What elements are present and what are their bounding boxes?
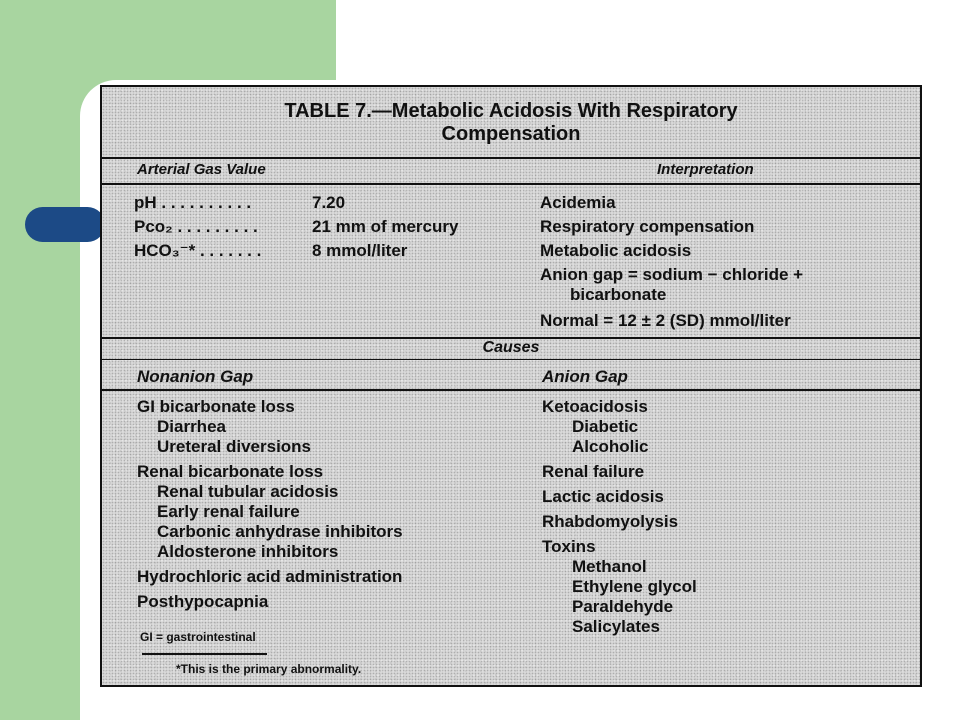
interpretation-acidemia: Acidemia	[540, 193, 616, 212]
nonanion-causes-list	[137, 397, 403, 612]
gas-label-pco2: Pco₂ . . . . . . . . .	[134, 217, 258, 236]
list-item: Toxins	[542, 537, 596, 556]
gas-label-ph: pH . . . . . . . . . .	[134, 193, 252, 212]
nonanion-gap-header: Nonanion Gap	[137, 367, 254, 386]
list-item: Posthypocapnia	[137, 592, 269, 611]
arterial-gas-header: Arterial Gas Value	[137, 161, 266, 178]
interpretation-header: Interpretation	[657, 161, 754, 178]
gas-label-hco3: HCO₃⁻* . . . . . . .	[134, 241, 262, 260]
rule	[102, 389, 920, 391]
interpretation-metabolic: Metabolic acidosis	[540, 241, 692, 260]
footnote: *This is the primary abnormality.	[176, 662, 362, 676]
list-item: Diabetic	[572, 417, 639, 436]
interpretation-respiratory: Respiratory compensation	[540, 217, 755, 236]
list-item: Salicylates	[572, 617, 660, 636]
list-item: Hydrochloric acid administration	[137, 567, 403, 586]
blue-pill-decoration	[25, 207, 105, 242]
list-item: Ureteral diversions	[157, 437, 312, 456]
list-item: Renal tubular acidosis	[157, 482, 339, 501]
anion-causes-list	[542, 397, 697, 637]
rule	[102, 157, 920, 159]
table-title: TABLE 7.—Metabolic Acidosis With Respiratory	[284, 100, 738, 122]
table-title-line2: Compensation	[441, 123, 581, 145]
list-item: Paraldehyde	[572, 597, 674, 616]
list-item: Aldosterone inhibitors	[157, 542, 339, 561]
gas-value-ph: 7.20	[312, 193, 346, 212]
list-item: Ethylene glycol	[572, 577, 697, 596]
rule	[102, 183, 920, 185]
normal-range: Normal = 12 ± 2 (SD) mmol/liter	[540, 311, 791, 330]
gas-value-hco3: 8 mmol/liter	[312, 241, 408, 260]
list-item: Ketoacidosis	[542, 397, 648, 416]
anion-gap-formula: Anion gap = sodium − chloride +	[540, 265, 804, 284]
list-item: Renal failure	[542, 462, 645, 481]
list-item: Diarrhea	[157, 417, 226, 436]
list-item: Renal bicarbonate loss	[137, 462, 324, 481]
causes-header: Causes	[482, 339, 540, 356]
list-item: Methanol	[572, 557, 647, 576]
footnote-rule	[142, 653, 267, 655]
list-item: Lactic acidosis	[542, 487, 664, 506]
list-item: GI bicarbonate loss	[137, 397, 295, 416]
gas-value-pco2: 21 mm of mercury	[312, 217, 459, 236]
list-item: Alcoholic	[572, 437, 649, 456]
list-item: Early renal failure	[157, 502, 300, 521]
abbreviation-note: GI = gastrointestinal	[140, 630, 256, 644]
list-item: Carbonic anhydrase inhibitors	[157, 522, 403, 541]
scanned-table	[100, 85, 922, 687]
rule	[102, 359, 920, 360]
anion-gap-header: Anion Gap	[542, 367, 628, 386]
list-item: Rhabdomyolysis	[542, 512, 679, 531]
anion-gap-formula-cont: bicarbonate	[570, 285, 667, 304]
